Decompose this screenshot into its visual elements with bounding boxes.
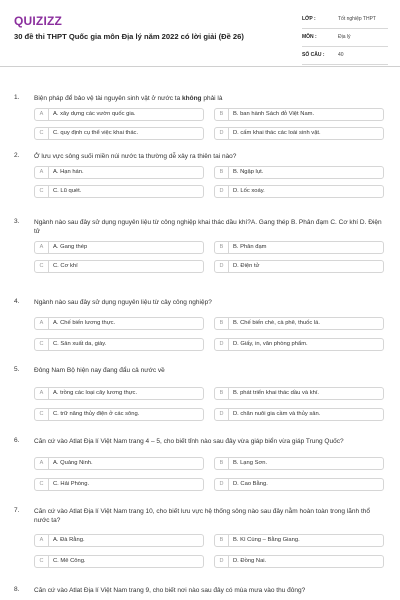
option-c[interactable]: C C. Hải Phòng. bbox=[34, 478, 204, 491]
question-text: Biện pháp để bảo vệ tài nguyên sinh vật ở nước ta không phải là bbox=[34, 95, 223, 102]
meta-row-class bbox=[302, 14, 388, 29]
meta-label: SỐ CÂU : bbox=[302, 52, 325, 58]
option-d[interactable]: D D. Lốc xoáy. bbox=[214, 185, 384, 198]
option-d[interactable]: D D. Cao Bằng. bbox=[214, 478, 384, 491]
worksheet-header bbox=[0, 0, 400, 64]
option-a[interactable]: A A. Đà Rằng. bbox=[34, 534, 204, 547]
question-text: Ngành nào sau đây sử dụng nguyên liệu từ công nghiệp khai thác dầu khí?A. Gang thép B. Phân đạm C. Cơ khí D. Điện tử bbox=[34, 219, 382, 235]
option-c[interactable]: C C. Lũ quét. bbox=[34, 185, 204, 198]
worksheet-meta bbox=[302, 14, 388, 68]
option-d[interactable]: D D. Điện tử bbox=[214, 260, 384, 273]
option-d[interactable]: D D. chăn nuôi gia cầm và thủy sản. bbox=[214, 408, 384, 421]
meta-value: Tốt nghiệp THPT bbox=[338, 16, 376, 22]
option-d[interactable]: D D. cấm khai thác các loài sinh vật. bbox=[214, 127, 384, 140]
option-b[interactable]: B B. Chế biến chè, cà phê, thuốc lá. bbox=[214, 317, 384, 330]
question-text: Căn cứ vào Atlat Địa lí Việt Nam trang 4 – 5, cho biết tỉnh nào sau đây vừa giáp biển vừa giáp Trung Quốc? bbox=[34, 438, 344, 445]
option-b[interactable]: B B. ban hành Sách đỏ Việt Nam. bbox=[214, 108, 384, 121]
question-number: 8. bbox=[14, 586, 20, 593]
option-c[interactable]: C C. Sản xuất da, giày. bbox=[34, 338, 204, 351]
question-number: 5. bbox=[14, 366, 20, 373]
question-text: Căn cứ vào Atlat Địa lí Việt Nam trang 10, cho biết lưu vực hệ thống sông nào sau đây nằm hoàn toàn trong lãnh thổ nước ta? bbox=[34, 508, 370, 524]
question-text: Đông Nam Bộ hiện nay đang đẩu cả nước về bbox=[34, 367, 165, 374]
question-number: 1. bbox=[14, 94, 20, 101]
meta-label: LỚP : bbox=[302, 16, 316, 22]
meta-row-subject bbox=[302, 32, 388, 47]
option-b[interactable]: B B. Ngập lụt. bbox=[214, 166, 384, 179]
option-c[interactable]: C C. Mê Công. bbox=[34, 555, 204, 568]
option-d[interactable]: D D. Giấy, in, văn phòng phẩm. bbox=[214, 338, 384, 351]
option-a[interactable]: A A. Chế biến lương thực. bbox=[34, 317, 204, 330]
option-a[interactable]: A A. Hạn hán. bbox=[34, 166, 204, 179]
option-c[interactable]: C C. Cơ khí bbox=[34, 260, 204, 273]
option-c[interactable]: C C. quy định cụ thể việc khai thác. bbox=[34, 127, 204, 140]
option-a[interactable]: A A. Quảng Ninh. bbox=[34, 457, 204, 470]
option-b[interactable]: B B. phát triển khai thác dầu và khí. bbox=[214, 387, 384, 400]
option-a[interactable]: A A. Gang thép bbox=[34, 241, 204, 254]
meta-label: MÔN : bbox=[302, 34, 317, 40]
question-emphasis: không bbox=[182, 95, 202, 102]
question-text: Ngành nào sau đây sử dụng nguyên liệu từ cây công nghiệp? bbox=[34, 299, 212, 306]
question-number: 6. bbox=[14, 437, 20, 444]
header-divider bbox=[0, 66, 400, 67]
question-number: 7. bbox=[14, 507, 20, 514]
option-b[interactable]: B B. Lạng Sơn. bbox=[214, 457, 384, 470]
question-text: Ở lưu vực sông suối miền núi nước ta thường dễ xảy ra thiên tai nào? bbox=[34, 153, 237, 160]
quizizz-logo: QUIZIZZ bbox=[14, 14, 63, 28]
option-b[interactable]: B B. Phân đạm bbox=[214, 241, 384, 254]
option-b[interactable]: B B. Kì Cùng – Bằng Giang. bbox=[214, 534, 384, 547]
question-number: 4. bbox=[14, 298, 20, 305]
worksheet-title: 30 đề thi THPT Quốc gia môn Địa lý năm 2022 có lời giải (Đề 26) bbox=[14, 32, 244, 41]
option-a[interactable]: A A. xây dựng các vườn quốc gia. bbox=[34, 108, 204, 121]
meta-value: Địa lý bbox=[338, 34, 351, 40]
option-d[interactable]: D D. Đồng Nai. bbox=[214, 555, 384, 568]
question-number: 3. bbox=[14, 218, 20, 225]
question-number: 2. bbox=[14, 152, 20, 159]
meta-value: 40 bbox=[338, 52, 344, 58]
meta-row-count bbox=[302, 50, 388, 65]
option-c[interactable]: C C. trữ năng thủy điện ở các sông. bbox=[34, 408, 204, 421]
question-text: Căn cứ vào Atlat Địa lí Việt Nam trang 9, cho biết nơi nào sau đây có mùa mưa vào thu đông? bbox=[34, 587, 306, 594]
option-a[interactable]: A A. trồng các loại cây lương thực. bbox=[34, 387, 204, 400]
